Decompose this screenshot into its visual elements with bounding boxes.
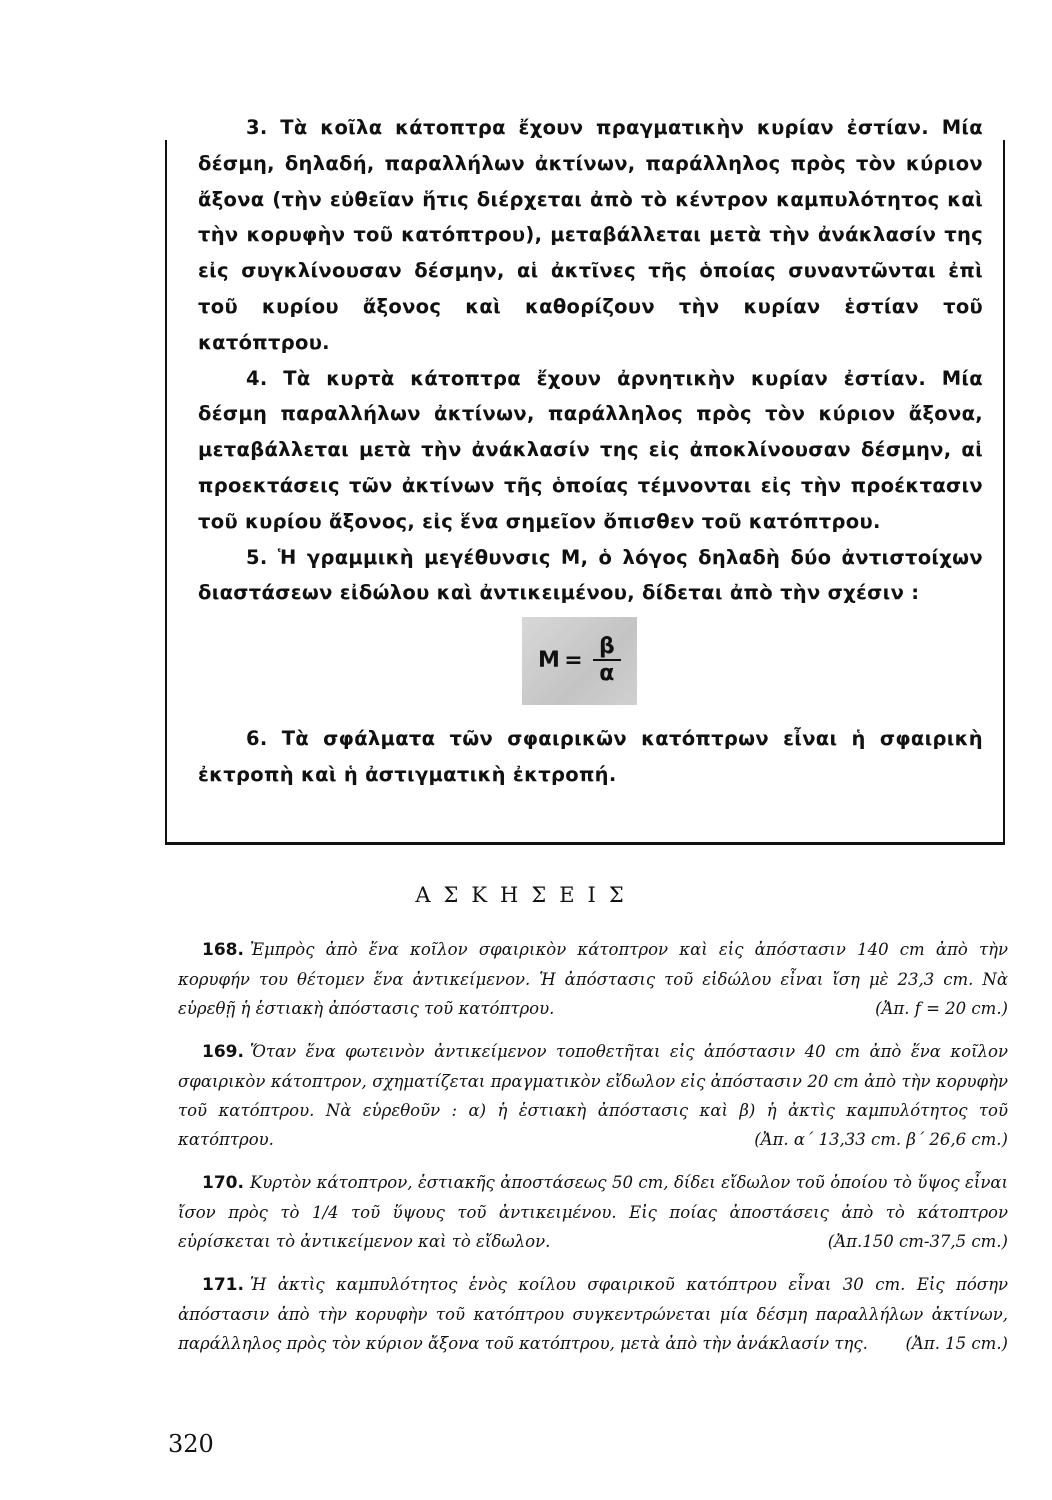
summary-item-6: 6. Τὰ σφάλματα τῶν σφαιρικῶν κατόπτρων εἶναι ἡ σφαιρικὴ ἐκτροπὴ καὶ ἡ ἀστιγματικὴ ἐκτροπή. xyxy=(198,727,983,786)
formula-lhs: Μ xyxy=(538,648,561,674)
exercises-list xyxy=(178,935,1008,1372)
exercise-text: Κυρτὸν κάτοπτρον, ἑστιακῆς ἀποστάσεως 50 cm, δίδει εἴδωλον τοῦ ὁποίου τὸ ὕψος εἶναι ἴσον πρὸς τὸ 1/4 τοῦ ὕψους τοῦ ἀντικειμένου. Εἰς ποίας ἀποστάσεις ἀπὸ τὸ κάτοπτρον εὑρίσκεται τὸ ἀντικείμενον καὶ τὸ εἴδωλον. xyxy=(178,1173,1008,1251)
summary-item-4: 4. Τὰ κυρτὰ κάτοπτρα ἔχουν ἀρνητικὴν κυρίαν ἐστίαν. Μία δέσμη παραλλήλων ἀκτίνων, παράλληλος πρὸς τὸν κύριον ἄξονα, μεταβάλλεται μετὰ τὴν ἀνάκλασίν της εἰς ἀποκλίνουσαν δέσμην, αἱ προεκτάσεις τῶν ἀκτίνων τῆς ὁποίας τέμνονται εἰς τὴν προέκτασιν τοῦ κυρίου ἄξονος, εἰς ἕνα σημεῖον ὄπισθεν τοῦ κατόπτρου. xyxy=(198,366,983,533)
summary-box-text xyxy=(198,110,983,793)
exercise-number: 171. xyxy=(202,1275,244,1295)
exercise-answer: (Ἀπ. α΄ 13,33 cm. β΄ 26,6 cm.) xyxy=(754,1130,1008,1149)
exercise-text: Ὅταν ἕνα φωτεινὸν ἀντικείμενον τοποθετῆται εἰς ἀπόστασιν 40 cm ἀπὸ ἕνα κοῖλον σφαιρικὸν κάτοπτρον, σχηματίζεται πραγματικὸν εἴδωλον εἰς ἀπόστασιν 20 cm ἀπὸ τὴν κορυφὴν τοῦ κατόπτρου. Νὰ εὑρεθοῦν : α) ἡ ἑστιακὴ ἀπόστασις καὶ β) ἡ ἀκτὶς καμπυλότητος τοῦ κατόπτρου. xyxy=(178,1042,1008,1149)
exercise-answer: (Ἀπ. f = 20 cm.) xyxy=(875,999,1008,1018)
exercise-number: 170. xyxy=(202,1173,244,1193)
formula-area xyxy=(198,617,983,707)
formula-denominator: α xyxy=(599,661,615,687)
exercise-text: Ἐμπρὸς ἀπὸ ἕνα κοῖλον σφαιρικὸν κάτοπτρον καὶ εἰς ἀπόστασιν 140 cm ἀπὸ τὴν κορυφήν του θέτομεν ἕνα ἀντικείμενον. Ἡ ἀπόστασις τοῦ εἰδώλου εἶναι ἴση μὲ 23,3 cm. Νὰ εὑρεθῇ ἡ ἑστιακὴ ἀπόστασις τοῦ κατόπτρου. xyxy=(178,940,1008,1018)
page-number: 320 xyxy=(168,1430,214,1458)
formula-equals: = xyxy=(564,648,583,674)
exercise-169 xyxy=(178,1037,1008,1154)
formula-numerator: β xyxy=(593,635,621,661)
exercise-number: 168. xyxy=(202,940,244,960)
exercises-heading: ΑΣΚΗΣΕΙΣ xyxy=(415,883,637,907)
exercise-answer: (Ἀπ. 15 cm.) xyxy=(905,1334,1008,1353)
exercise-answer: (Ἀπ.150 cm-37,5 cm.) xyxy=(827,1232,1008,1251)
summary-item-3: 3. Τὰ κοῖλα κάτοπτρα ἔχουν πραγματικὴν κυρίαν ἐστίαν. Μία δέσμη, δηλαδή, παραλλήλων ἀκτίνων, παράλληλος πρὸς τὸν κύριον ἄξονα (τὴν εὐθεῖαν ἥτις διέρχεται ἀπὸ τὸ κέντρον καμπυλότητος καὶ τὴν κορυφὴν τοῦ κατόπτρου), μεταβάλλεται μετὰ τὴν ἀνάκλασίν της εἰς συγκλίνουσαν δέσμην, αἱ ἀκτῖνες τῆς ὁποίας συναντῶνται ἐπὶ τοῦ κυρίου ἄξονος καὶ καθορίζουν τὴν κυρίαν ἑστίαν τοῦ κατόπτρου. xyxy=(198,116,983,354)
formula-fraction xyxy=(593,635,621,687)
summary-item-5: 5. Ἡ γραμμικὴ μεγέθυνσις Μ, ὁ λόγος δηλαδὴ δύο ἀντιστοίχων διαστάσεων εἰδώλου καὶ ἀντικειμένου, δίδεται ἀπὸ τὴν σχέσιν : xyxy=(198,545,983,605)
magnification-formula xyxy=(522,617,637,705)
exercise-text: Ἡ ἀκτὶς καμπυλότητος ἑνὸς κοίλου σφαιρικοῦ κατόπτρου εἶναι 30 cm. Εἰς πόσην ἀπόστασιν ἀπὸ τὴν κορυφὴν τοῦ κατόπτρου συγκεντρώνεται μία δέσμη παραλλήλων ἀκτίνων, παράλληλος πρὸς τὸν κύριον ἄξονα τοῦ κατόπτρου, μετὰ ἀπὸ τὴν ἀνάκλασίν της. xyxy=(178,1275,1008,1353)
exercise-168 xyxy=(178,935,1008,1023)
exercise-170 xyxy=(178,1168,1008,1256)
exercise-number: 169. xyxy=(202,1042,244,1062)
exercise-171 xyxy=(178,1270,1008,1358)
